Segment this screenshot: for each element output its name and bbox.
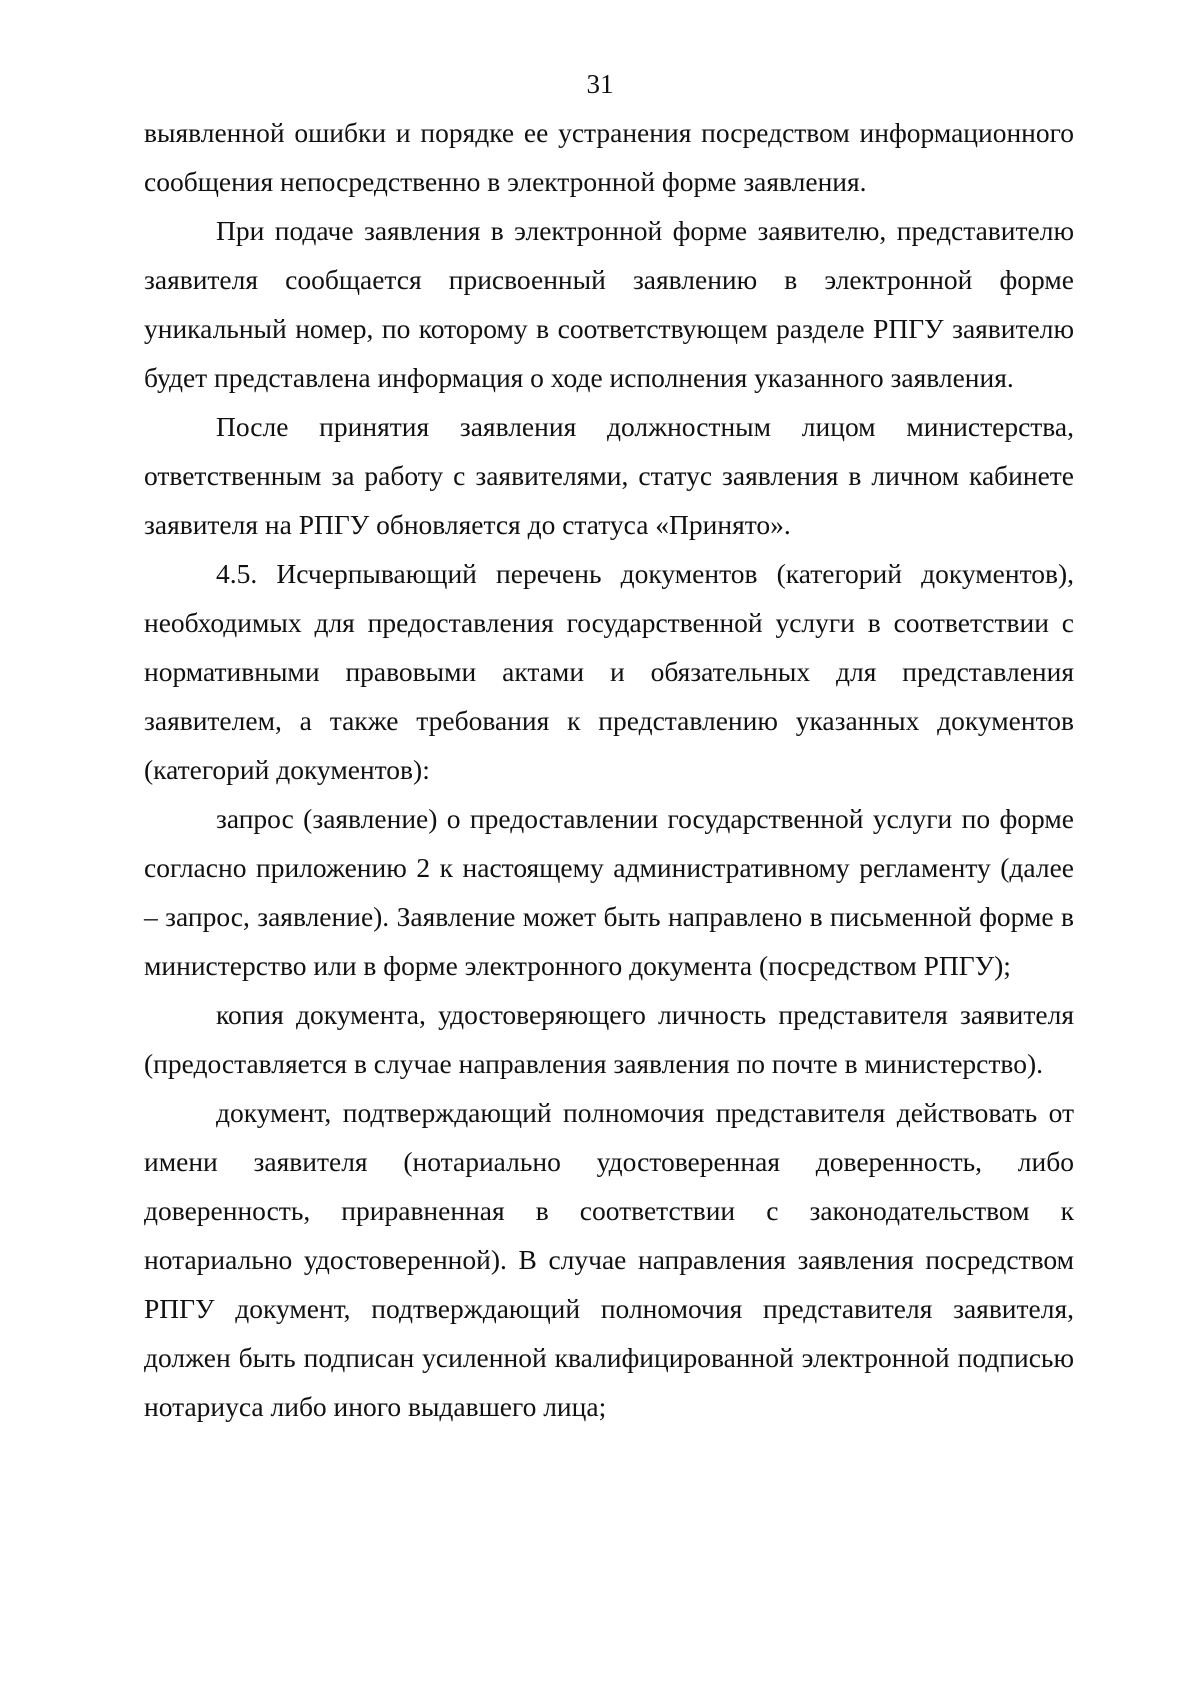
document-body bbox=[144, 108, 1074, 1431]
paragraph-section-4-5: 4.5. Исчерпывающий перечень документов (категорий документов), необходимых для предоставления государственной услуги в соответствии с нормативными правовыми актами и обязательных для представления заявителем, а также требования к представлению указанных документов (категорий документов): bbox=[144, 558, 1074, 785]
paragraph-request-form: запрос (заявление) о предоставлении государственной услуги по форме согласно приложению 2 к настоящему административному регламенту (далее – запрос, заявление). Заявление может быть направлено в письменной форме в министерство или в форме электронного документа (посредством РПГУ); bbox=[144, 803, 1074, 981]
paragraph-continuation: выявленной ошибки и порядке ее устранения посредством информационного сообщения непосредственно в электронной форме заявления. bbox=[144, 117, 1074, 197]
paragraph-identity-copy: копия документа, удостоверяющего личность представителя заявителя (предоставляется в случае направления заявления по почте в министерство). bbox=[144, 999, 1074, 1079]
page-number: 31 bbox=[586, 69, 614, 99]
paragraph-status-accepted: После принятия заявления должностным лицом министерства, ответственным за работу с заявителями, статус заявления в личном кабинете заявителя на РПГУ обновляется до статуса «Принято». bbox=[144, 411, 1074, 540]
paragraph-submission-number: При подаче заявления в электронной форме заявителю, представителю заявителя сообщается присвоенный заявлению в электронной форме уникальный номер, по которому в соответствующем разделе РПГУ заявителю будет представлена информация о ходе исполнения указанного заявления. bbox=[144, 215, 1074, 393]
paragraph-authority-document: документ, подтверждающий полномочия представителя действовать от имени заявителя (нотариально удостоверенная доверенность, либо доверенность, приравненная в соответствии с законодательством к нотариально удостоверенной). В случае направления заявления посредством РПГУ документ, подтверждающий полномочия представителя заявителя, должен быть подписан усиленной квалифицированной электронной подписью нотариуса либо иного выдавшего лица; bbox=[144, 1097, 1074, 1422]
